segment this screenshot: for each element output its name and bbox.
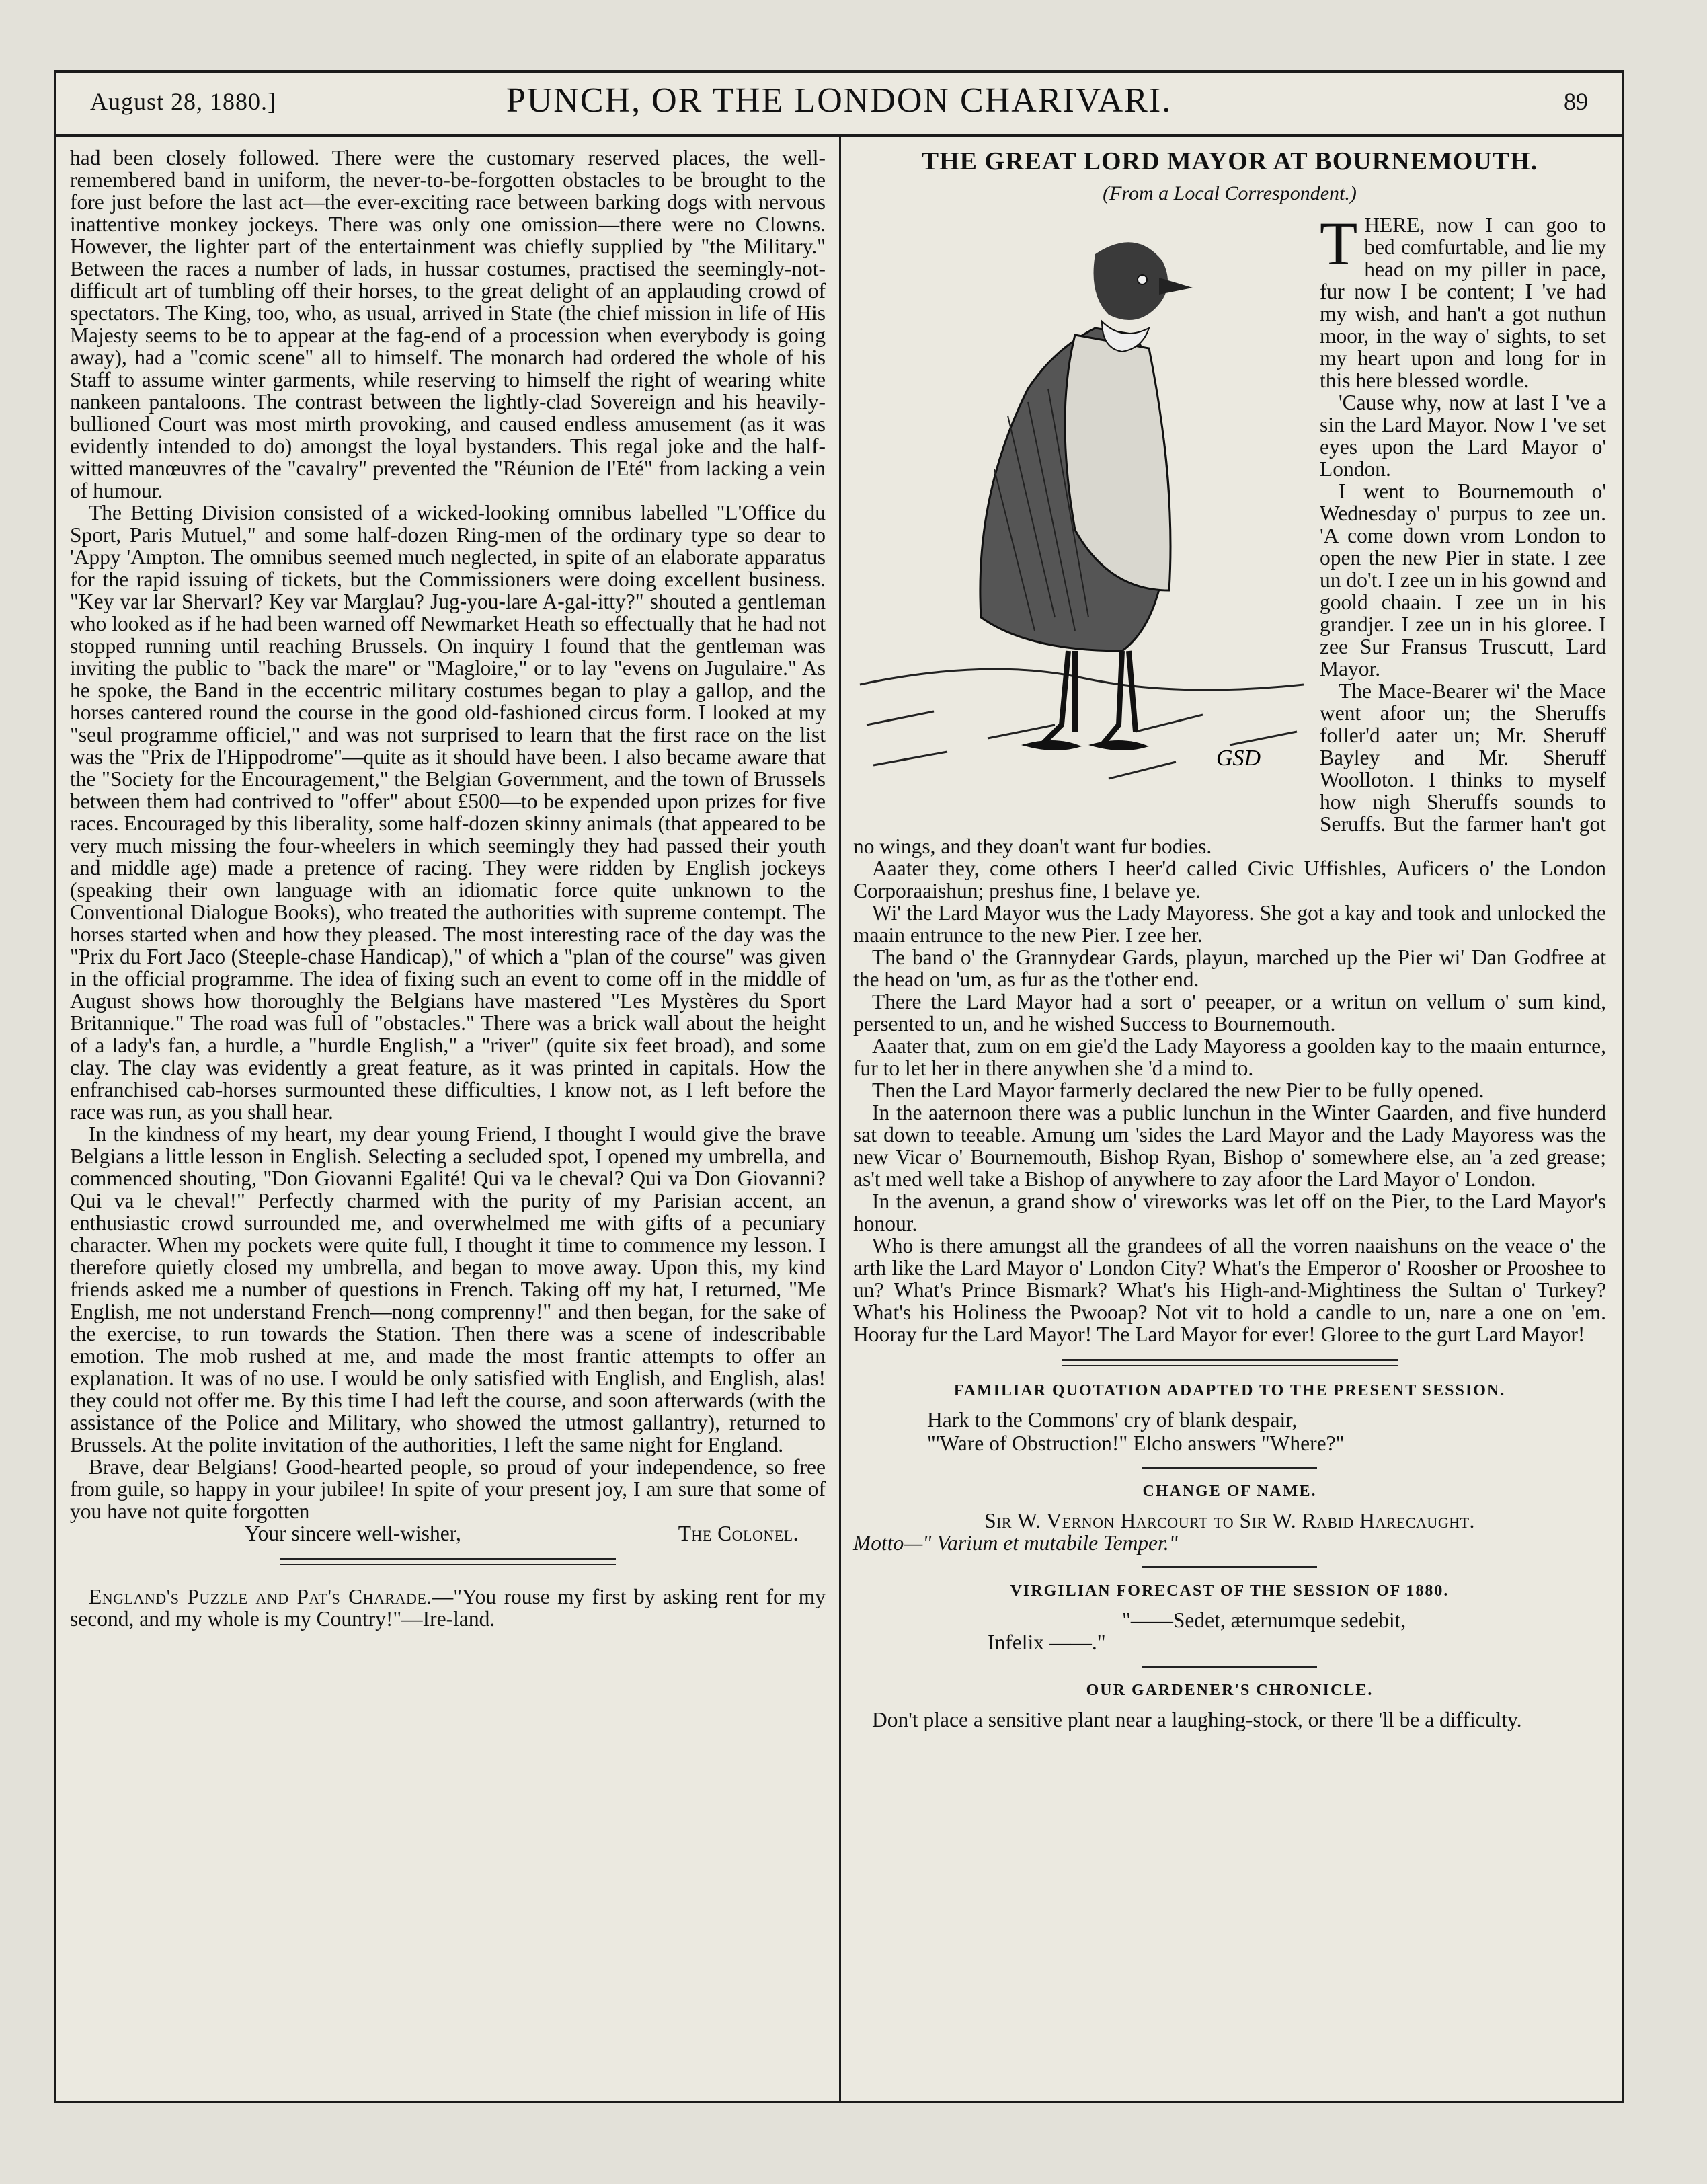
article-paragraph: The band o' the Grannydear Gards, playun, marched up the Pier wi' Dan Godfree at the head on 'um, as fur as the t'other end.: [853, 945, 1606, 991]
verse-line: "'Ware of Obstruction!" Elcho answers "Where?": [927, 1432, 1345, 1455]
charade-text: —"You rouse my first by asking rent for my second, and my whole is my Country!"—Ire-land.: [70, 1585, 826, 1631]
article-paragraph: Then the Lard Mayor farmerly declared the new Pier to be fully opened.: [872, 1079, 1484, 1102]
article-paragraph: Who is there amungst all the grandees of all the vorren naaishuns on the veace o' the arth like the Lard Mayor o' London City? What's the Emperor o' Roosher or Prooshee to un? What's Prince Bismark? What's his High-and-Mightiness the Sultan o' Turkey? What's his Holiness the Pwooap? Not vit to hold a candle to un, nare a one on 'em. Hooray fur the Lard Mayor! The Lard Mayor for ever! Gloree to the gurt Lard Mayor!: [853, 1234, 1606, 1346]
paragraph: In the kindness of my heart, my dear young Friend, I thought I would give the brave Belgians a little lesson in English. Selecting a secluded spot, I opened my umbrella, and commenced shouting, "Don Giovanni Egalité! Qui va le cheval? Qui va Don Giovanni? Qui va le cheval!" Perfectly charmed with the purity of my Parisian accent, an enthusiastic crowd surrounded me, and overwhelmed me with gifts of a pecuniary character. When my pockets were quite full, I thought it time to commence my lesson. I therefore quietly closed my umbrella, and began to move away. Upon this, my kind friends asked me a number of questions in French. Taking off my hat, I returned, "Me English, me not understand French—nong comprenny!" and then began, for the sake of the exercise, to run towards the Station. Then there was a scene of indescribable emotion. The mob rushed at me, and made the most frantic attempts to offer an explanation. It was of no use. I would be only satisfied with English, and English, alas! they could not offer me. By this time I had left the course, and soon afterwards (with the assistance of the Police and Military, who showed the utmost gallantry), returned to Brussels. At the polite invitation of the authorities, I left the same night for England.: [70, 1122, 826, 1456]
first-paragraph-text: HERE, now I can goo to bed comfurtable, and lie my head on my piller in pace, fur now I be content; I 've had my wish, and han't a got nuthun moor, in the way o' sights, to set my heart upon and long for in this here blessed wordle.: [1320, 213, 1606, 392]
change-of-name-line: Sir W. Vernon Harcourt to Sir W. Rabid Harecaught.: [984, 1509, 1475, 1532]
charade-head: England's Puzzle and Pat's Charade.: [89, 1585, 432, 1608]
change-of-name-motto: Motto—" Varium et mutabile Temper.": [853, 1531, 1178, 1555]
verse-line: Hark to the Commons' cry of blank despair,: [927, 1408, 1298, 1432]
article-subtitle: (From a Local Correspondent.): [1103, 182, 1357, 204]
virgilian-head: VIRGILIAN FORECAST OF THE SESSION OF 1880.: [1010, 1582, 1450, 1600]
publication-title: PUNCH, OR THE LONDON CHARIVARI.: [506, 81, 1173, 120]
article-paragraph: I went to Bournemouth o' Wednesday o' purpus to zee un. 'A come down vrom London to open the new Pier in state. I zee un do't. I zee un in his gownd and goold chaain. I zee un in his grandjer. I zee un in his gloree. I zee Sur Fransus Truscutt, Lard Mayor.: [1320, 479, 1606, 680]
signature: The Colonel.: [678, 1522, 799, 1545]
paragraph: Brave, dear Belgians! Good-hearted people, so proud of your independence, so free from guile, so happy in your jubilee! In spite of your present joy, I am sure that some of you have not quite forgotten: [70, 1455, 826, 1523]
page-frame: [54, 70, 1624, 2103]
quotation-verse: [927, 1409, 1606, 1454]
signature-line: [70, 1522, 826, 1545]
drop-cap: T: [1320, 209, 1358, 278]
section-rule: [1142, 1566, 1317, 1568]
closing: Your sincere well-wisher,: [245, 1522, 461, 1545]
page-number: 89: [1564, 88, 1588, 115]
article-paragraph: There the Lard Mayor had a sort o' peeaper, or a writun on vellum o' sum kind, persented to un, and he wished Success to Bournemouth.: [853, 990, 1606, 1036]
article-paragraph: 'Cause why, now at last I 've a sin the Lard Mayor. Now I 've set eyes upon the Lard Mayor o' London.: [1320, 391, 1606, 481]
article-paragraph: Wi' the Lard Mayor wus the Lady Mayoress. She got a kay and took and unlocked the maain entrunce to the new Pier. I zee her.: [853, 901, 1606, 947]
article-paragraph: Aaater that, zum on em gie'd the Lady Mayoress a goolden kay to the maain enturnce, fur to let her in there anywhen she 'd a mind to.: [853, 1034, 1606, 1080]
section-rule: [1142, 1467, 1317, 1469]
virgilian-line-1: "——Sedet, æternumque sedebit,: [1122, 1608, 1406, 1632]
virgilian-line-2: Infelix ——.": [988, 1631, 1106, 1654]
paragraph: The Betting Division consisted of a wicked-looking omnibus labelled "L'Office du Sport, Paris Mutuel," and some half-dozen Ring-men of the ordinary type so dear to 'Appy 'Ampton. The omnibus seemed much neglected, in spite of an elaborate apparatus for the rapid issuing of tickets, but the Commissioners were doing excellent business. "Key var lar Shervarl? Key var Marglau? Jug-you-lare A-gal-itty?" shouted a gentleman who looked as if he had been warned off Newmarket Heath so effectually that he had not stopped running until reaching Brussels. On inquiry I found that the gentleman was inviting the public to "back the mare" or "Magloire," or to lay "evens on Jugulaire." As he spoke, the Band in the eccentric military costumes began to play a gallop, and the horses cantered round the course in the good old-fashioned circus form. I looked at my "seul programme officiel," and was not surprised to learn that the first race on the list was the "Prix de l'Hippodrome"—quite as it should have been. I also became aware that the "Society for the Encouragement," the Belgian Government, and the town of Brussels between them had contrived to "offer" about £500—to be expended upon prizes for five races. Encouraged by this liberality, some half-dozen skinny animals (that appeared to be very much missing the four-wheelers in which seemingly they had passed their youth and middle age) made a pretence of racing. They were ridden by English jockeys (speaking their own language with an idiomatic force quite unknown to the Conventional Dialogue Books), who treated the authorities with supreme contempt. The horses started when and how they pleased. The most interesting race of the day was the "Prix du Fort Jaco (Steeple-chase Handicap)," of which a "plan of the course" was given in the official programme. The idea of fixing such an event to come off in the middle of August shows how thoroughly the Belgians have mastered "Les Mystères du Sport Britannique." The road was full of "obstacles." There was a brick wall about the height of a lady's fan, a hurdle, a "hurdle English," a "river" (quite six feet broad), and some clay. The clay was evidently a great feature, as it was printed in capitals. How the enfranchised cab-horses surmounted these difficulties, I know not, as I left before the race was run, as you shall hear.: [70, 501, 826, 1124]
quotation-head: FAMILIAR QUOTATION ADAPTED TO THE PRESENT SESSION.: [953, 1382, 1506, 1399]
article-paragraph: In the aaternoon there was a public lunchun in the Winter Gaarden, and five hunderd sat down to teeable. Amung um 'sides the Lard Mayor and the Lady Mayoress was the new Vicar o' Bournemouth, Bishop Ryan, Bishop o' somewhere else, an 'a zed grease; as't med well take a Bishop of anywhere to zay afoor the Lard Mayor o' London.: [853, 1101, 1606, 1191]
article-paragraph: Aaater they, come others I heer'd called Civic Uffishles, Auficers o' the London Corporaaishun; preshus fine, I belave ye.: [853, 857, 1606, 902]
section-rule: [1142, 1666, 1317, 1668]
section-rule: [280, 1558, 616, 1565]
bird-figure-illustration: [853, 214, 1310, 819]
page-header: [56, 73, 1622, 136]
change-of-name-head: CHANGE OF NAME.: [1142, 1483, 1317, 1500]
article-title: THE GREAT LORD MAYOR AT BOURNEMOUTH.: [921, 147, 1538, 176]
issue-date: August 28, 1880.]: [90, 88, 276, 115]
article-paragraph: The Mace-Bearer wi' the Mace went afoor un; the Sheruffs foller'd aater un; Mr. Sheruff Bayley and Mr. Sheruff Woolloton. I thinks to myself how nigh Sheruffs sounds to Seruffs. But the farmer han't got no wings, and they doan't want fur bodies.: [853, 679, 1606, 858]
column-divider: [839, 134, 841, 2101]
right-column: [853, 147, 1606, 1731]
gardener-head: OUR GARDENER'S CHRONICLE.: [1086, 1682, 1374, 1699]
article-paragraph: In the avenun, a grand show o' vireworks was let off on the Pier, to the Lard Mayor's honour.: [853, 1190, 1606, 1235]
gardener-text: Don't place a sensitive plant near a laughing-stock, or there 'll be a difficulty.: [872, 1708, 1522, 1731]
paragraph: had been closely followed. There were the customary reserved places, the well-remembered band in uniform, the never-to-be-forgotten obstacles to be brought to the fore just before the last act—the ever-exciting race between barking dogs with nervous inattentive monkey jockeys. There was only one omission—there were no Clowns. However, the lighter part of the entertainment was chiefly supplied by "the Military." Between the races a number of lads, in hussar costumes, practised the seemingly-not-difficult art of tumbling off their horses, to the great delight of an applauding crowd of spectators. The King, too, who, as usual, arrived in State (the chief mission in life of His Majesty seems to be to appear at the fag-end of a procession when everybody is going away), had a "comic scene" all to himself. The monarch had ordered the whole of his Staff to assume winter garments, while reserving to himself the right of wearing white nankeen pantaloons. The contrast between the lightly-clad Sovereign and his heavily-bullioned Court was most mirth provoking, and caused endless amusement (as it was evidently intended to do) amongst the loyal bystanders. This regal joke and the half-witted manœuvres of the "cavalry" prevented the "Réunion de l'Eté" from lacking a vein of humour.: [70, 146, 826, 502]
left-column: [70, 147, 826, 1630]
section-rule: [1062, 1359, 1398, 1366]
charade: [70, 1586, 826, 1630]
lord-mayor-illustration: [853, 214, 1310, 819]
artist-monogram: GSD: [1216, 746, 1261, 771]
